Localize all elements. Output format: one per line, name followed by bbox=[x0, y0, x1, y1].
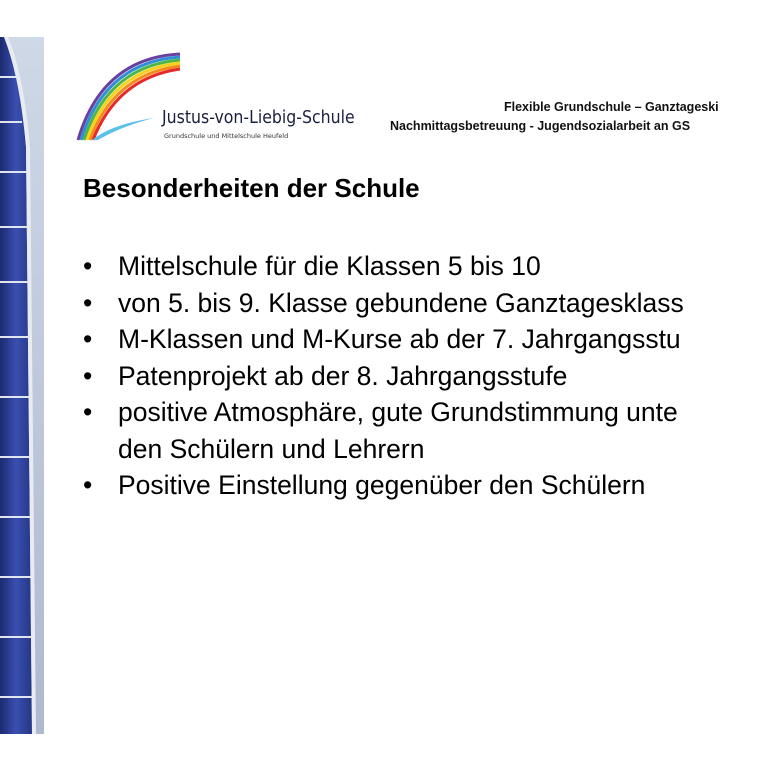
header bbox=[390, 100, 768, 140]
bullet-list bbox=[83, 248, 768, 504]
bullet-text: positive Atmosphäre, gute Grundstimmung unte bbox=[118, 397, 678, 427]
slide-title: Besonderheiten der Schule bbox=[83, 173, 420, 203]
bullet-item bbox=[83, 285, 768, 322]
header-line-2: Nachmittagsbetreuung - Jugendsozialarbeit an GS bbox=[390, 119, 691, 133]
bullet-symbol: • bbox=[83, 287, 93, 318]
header-line-1: Flexible Grundschule – Ganztageski bbox=[504, 100, 719, 114]
bullet-item bbox=[83, 467, 768, 504]
bullet-text: Patenprojekt ab der 8. Jahrgangsstufe bbox=[118, 360, 568, 391]
school-name: Justus-von-Liebig-Schule bbox=[162, 108, 355, 128]
bullet-text: Mittelschule für die Klassen 5 bis 10 bbox=[118, 251, 541, 281]
bullet-symbol: • bbox=[83, 360, 93, 391]
bullet-symbol: • bbox=[83, 397, 93, 427]
bullet-item bbox=[83, 248, 768, 285]
bullet-symbol: • bbox=[83, 324, 93, 354]
bullet-text: den Schülern und Lehrern bbox=[118, 433, 425, 464]
bullet-text: Positive Einstellung gegenüber den Schülern bbox=[118, 470, 646, 500]
bullet-text: M-Klassen und M-Kurse ab der 7. Jahrgangsstu bbox=[118, 324, 681, 354]
school-logo bbox=[72, 48, 372, 148]
bullet-item-continuation bbox=[83, 431, 768, 468]
building-photo bbox=[0, 37, 44, 734]
bullet-symbol: • bbox=[83, 251, 93, 281]
bullet-item bbox=[83, 394, 768, 431]
bullet-item bbox=[83, 321, 768, 358]
bullet-item bbox=[83, 358, 768, 395]
school-subtitle: Grundschule und Mittelschule Heufeld bbox=[164, 132, 289, 140]
bullet-symbol: • bbox=[83, 470, 93, 500]
bullet-text: von 5. bis 9. Klasse gebundene Ganztagesklass bbox=[118, 287, 684, 318]
